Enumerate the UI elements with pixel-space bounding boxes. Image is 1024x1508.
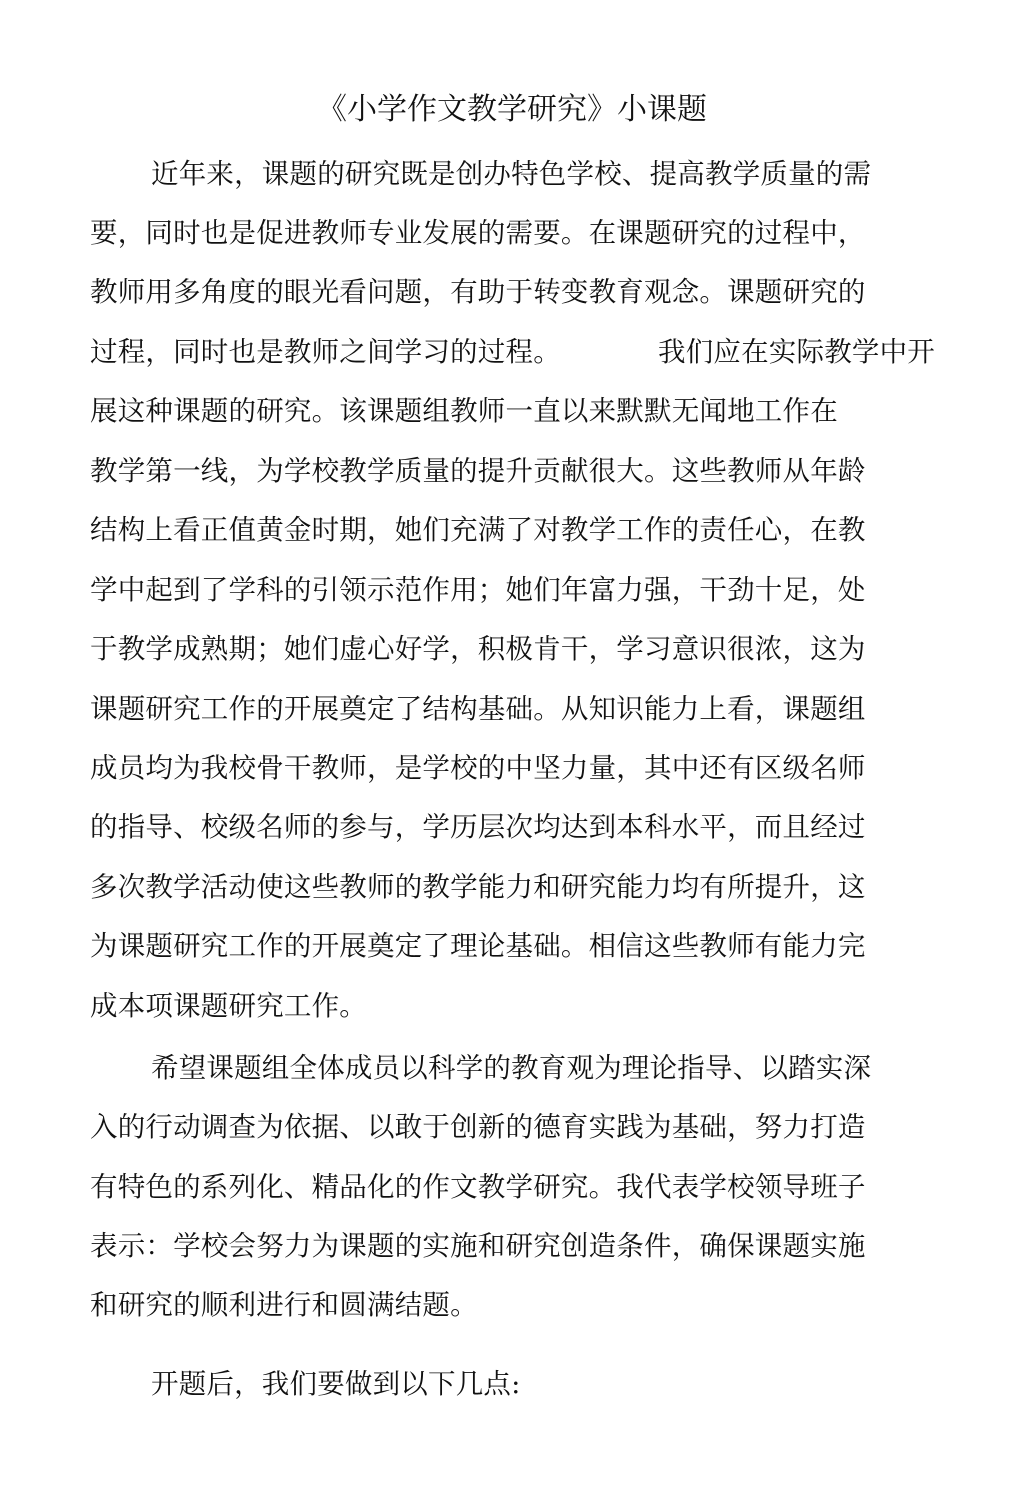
paragraph-line: 教学第一线，为学校教学质量的提升贡献很大。这些教师从年龄 <box>90 455 866 487</box>
paragraph-line: 入的行动调查为依据、以敢于创新的德育实践为基础，努力打造 <box>90 1111 866 1143</box>
paragraph-line: 结构上看正值黄金时期，她们充满了对教学工作的责任心，在教 <box>90 514 866 546</box>
paragraph-line: 成本项课题研究工作。 <box>90 990 367 1022</box>
paragraph-line: 和研究的顺利进行和圆满结题。 <box>90 1289 478 1321</box>
paragraph-line: 多次教学活动使这些教师的教学能力和研究能力均有所提升，这 <box>90 871 866 903</box>
paragraph-line: 表示：学校会努力为课题的实施和研究创造条件，确保课题实施 <box>90 1230 866 1262</box>
paragraph-line: 近年来，课题的研究既是创办特色学校、提高教学质量的需 <box>151 158 872 190</box>
paragraph-line: 要，同时也是促进教师专业发展的需要。在课题研究的过程中， <box>90 217 866 249</box>
paragraph-line: 希望课题组全体成员以科学的教育观为理论指导、以踏实深 <box>151 1052 872 1084</box>
paragraph-line: 教师用多角度的眼光看问题，有助于转变教育观念。课题研究的 <box>90 276 866 308</box>
paragraph-line: 于教学成熟期；她们虚心好学，积极肯干，学习意识很浓，这为 <box>90 633 866 665</box>
paragraph-line: 课题研究工作的开展奠定了结构基础。从知识能力上看，课题组 <box>90 693 866 725</box>
document-title: 《小学作文教学研究》小课题 <box>317 92 707 127</box>
paragraph-line: 成员均为我校骨干教师，是学校的中坚力量，其中还有区级名师 <box>90 752 866 784</box>
paragraph-line: 开题后，我们要做到以下几点: <box>151 1368 521 1400</box>
paragraph-line: 学中起到了学科的引领示范作用；她们年富力强，干劲十足，处 <box>90 574 866 606</box>
paragraph-line: 展这种课题的研究。该课题组教师一直以来默默无闻地工作在 <box>90 395 838 427</box>
paragraph-line: 的指导、校级名师的参与，学历层次均达到本科水平，而且经过 <box>90 811 866 843</box>
paragraph-line: 为课题研究工作的开展奠定了理论基础。相信这些教师有能力完 <box>90 930 866 962</box>
paragraph-line: 我们应在实际教学中开 <box>658 336 935 368</box>
paragraph-line: 有特色的系列化、精品化的作文教学研究。我代表学校领导班子 <box>90 1171 866 1203</box>
paragraph-line: 过程，同时也是教师之间学习的过程。 <box>90 336 561 368</box>
